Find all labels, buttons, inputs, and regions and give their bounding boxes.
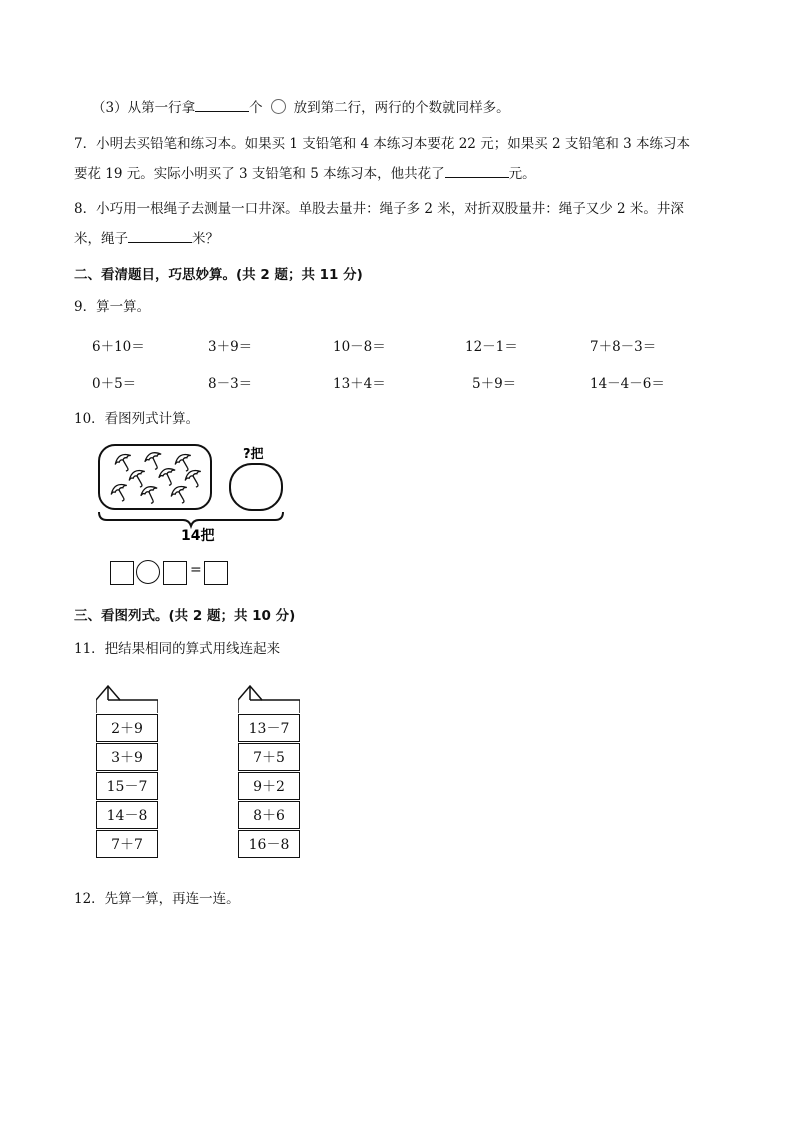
left-cell-3[interactable]: 15－7	[96, 772, 158, 800]
q9-r2-c4: 5＋9＝	[472, 376, 517, 392]
section3-title: 三、看图列式。(共 2 题；共 10 分)	[74, 608, 296, 624]
left-cell-2[interactable]: 3＋9	[96, 743, 158, 771]
left-cell-4[interactable]: 14－8	[96, 801, 158, 829]
right-house-roof	[238, 684, 300, 714]
q9-r2-c2: 8－3＝	[208, 376, 253, 392]
total-label: 14把	[181, 528, 215, 544]
q9-r2-c1: 0＋5＝	[92, 376, 137, 392]
q7-answer-blank[interactable]	[445, 163, 509, 178]
q9-title: 9．算一算。	[74, 299, 151, 315]
q9-r2-c3: 13＋4＝	[333, 376, 386, 392]
q9-r2-c5: 14－4－6＝	[590, 376, 665, 392]
q7-line2-suffix: 元。	[508, 166, 536, 182]
unknown-circle	[230, 464, 282, 510]
q6-answer-blank[interactable]	[195, 97, 249, 112]
right-cell-2[interactable]: 7＋5	[238, 743, 300, 771]
umbrella-icon	[139, 484, 162, 506]
right-house	[238, 684, 300, 860]
q12-title: 12．先算一算，再连一连。	[74, 891, 240, 907]
equals-sign: =	[190, 562, 202, 578]
q8-line1: 8．小巧用一根绳子去测量一口井深。单股去量井：绳子多 2 米，对折双股量井：绳子又少 2 米。井深	[74, 201, 684, 217]
total-brace	[99, 512, 283, 526]
q9-r1-c3: 10－8＝	[333, 339, 386, 355]
right-cell-4[interactable]: 8＋6	[238, 801, 300, 829]
umbrella-icon	[113, 451, 137, 474]
q9-r1-c1: 6＋10＝	[92, 339, 145, 355]
right-cell-5[interactable]: 16－8	[238, 830, 300, 858]
q8-line2-suffix: 米？	[192, 231, 219, 247]
umbrella-icon	[157, 466, 180, 488]
umbrella-icon	[169, 483, 193, 506]
left-cell-1[interactable]: 2＋9	[96, 714, 158, 742]
answer-box-1[interactable]	[110, 561, 134, 585]
q8-line2	[74, 228, 219, 248]
q8-answer-blank[interactable]	[128, 228, 192, 243]
right-cell-3[interactable]: 9＋2	[238, 772, 300, 800]
answer-box-2[interactable]	[163, 561, 187, 585]
q6-part3-prefix: （3）从第一行拿	[92, 100, 196, 116]
umbrella-icon	[109, 481, 133, 504]
q9-r1-c5: 7＋8－3＝	[590, 339, 657, 355]
q8-line2-prefix: 米，绳子	[74, 231, 128, 247]
q6-part3-suffix-b: 放到第二行，两行的个数就同样多。	[293, 100, 510, 116]
operator-circle[interactable]	[136, 560, 160, 584]
right-cell-1[interactable]: 13－7	[238, 714, 300, 742]
q7-line1: 7．小明去买铅笔和练习本。如果买 1 支铅笔和 4 本练习本要花 22 元；如果买 2 支铅笔和 3 本练习本	[74, 136, 691, 152]
left-house-roof	[96, 684, 158, 714]
circle-icon	[271, 99, 286, 114]
q10-title: 10．看图列式计算。	[74, 411, 200, 427]
q7-line2-prefix: 要花 19 元。实际小明买了 3 支铅笔和 5 本练习本，他共花了	[74, 166, 445, 182]
answer-box-3[interactable]	[204, 561, 228, 585]
section2-title: 二、看清题目，巧思妙算。(共 2 题；共 11 分)	[74, 267, 363, 283]
q6-part3-suffix-a: 个	[249, 100, 263, 116]
q9-r1-c2: 3＋9＝	[208, 339, 253, 355]
q9-r1-c4: 12－1＝	[465, 339, 518, 355]
left-house	[96, 684, 158, 860]
q6-part3	[92, 97, 510, 117]
left-cell-5[interactable]: 7＋7	[96, 830, 158, 858]
umbrella-icon	[143, 450, 166, 472]
question-label: ?把	[243, 447, 264, 462]
q7-line2	[74, 163, 536, 183]
q11-title: 11．把结果相同的算式用线连起来	[74, 641, 281, 657]
